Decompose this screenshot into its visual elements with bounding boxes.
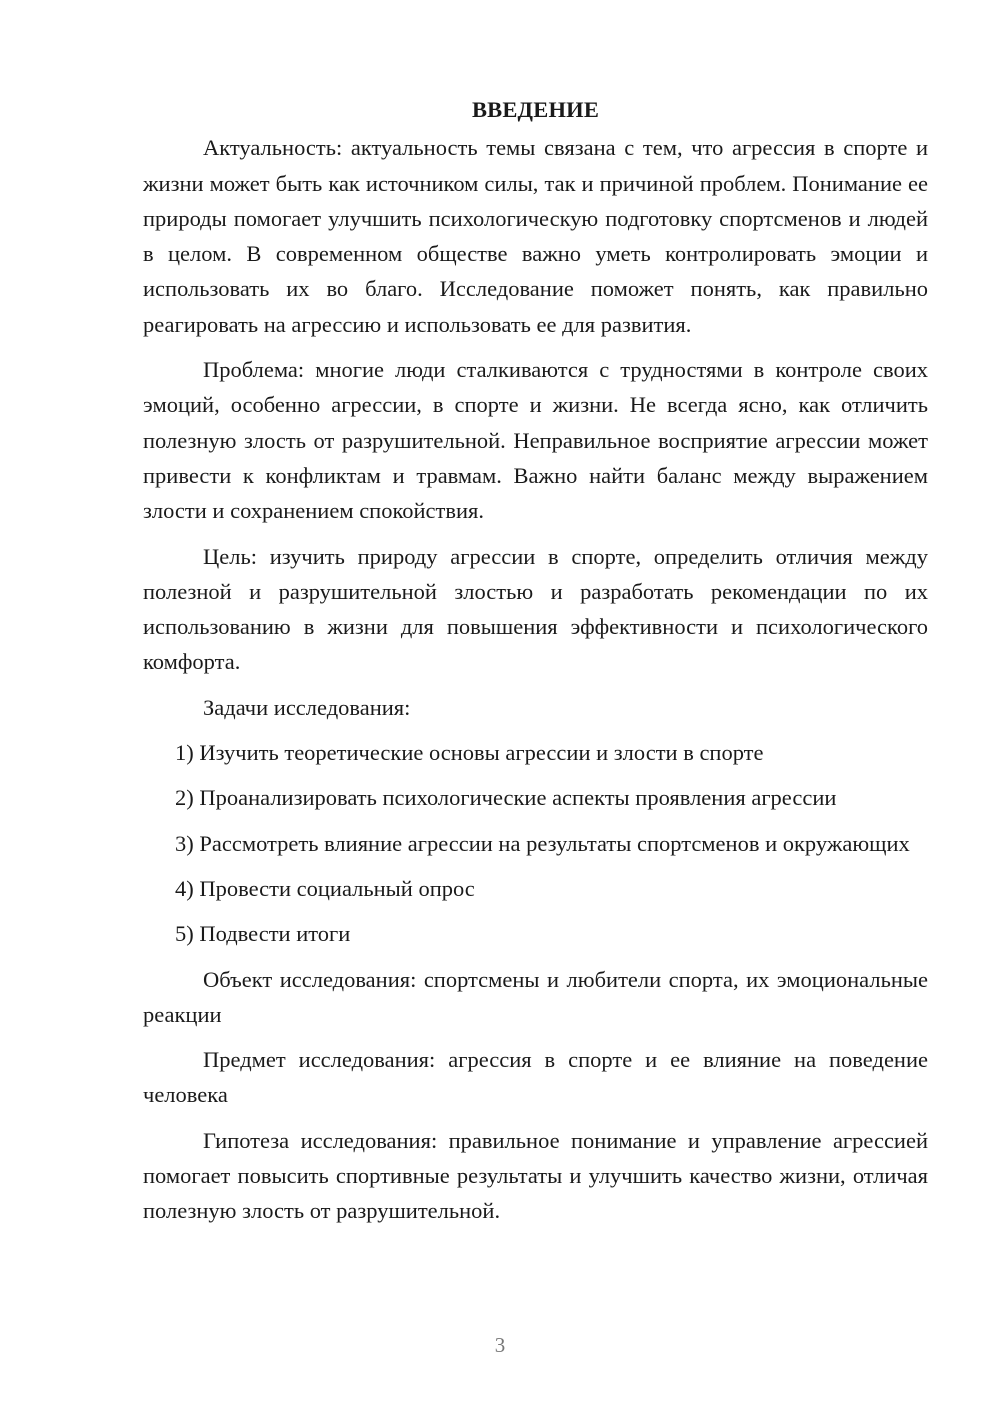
task-item-1: 1) Изучить теоретические основы агрессии и злости в спорте [175, 740, 764, 766]
paragraph-hypothesis: Гипотеза исследования: правильное понимание и управление агрессией помогает повысить спортивные результаты и улучшить качество жизни, отличая полезную злость от разрушительной. [143, 1127, 928, 1224]
task-item-4: 4) Провести социальный опрос [175, 875, 475, 901]
task-item-3: 3) Рассмотреть влияние агрессии на результаты спортсменов и окружающих [175, 830, 910, 856]
paragraph-goal: Цель: изучить природу агрессии в спорте, определить отличия между полезной и разрушительной злостью и разработать рекомендации по их использованию в жизни для повышения эффективности и психологического комфорта. [143, 543, 928, 675]
section-title: ВВЕДЕНИЕ [471, 97, 600, 122]
task-item-2: 2) Проанализировать психологические аспекты проявления агрессии [175, 785, 837, 811]
tasks-heading: Задачи исследования: [203, 694, 411, 720]
paragraph-subject: Предмет исследования: агрессия в спорте и ее влияние на поведение человека [143, 1047, 928, 1108]
page-content [143, 92, 928, 1239]
task-item-5: 5) Подвести итоги [175, 921, 351, 947]
paragraph-relevance: Актуальность: актуальность темы связана с тем, что агрессия в спорте и жизни может быть как источником силы, так и причиной проблем. Понимание ее природы помогает улучшить психологическую подготовку спортсменов и людей в целом. В современном обществе важно уметь контролировать эмоции и использовать их во благо. Исследование поможет понять, как правильно реагировать на агрессию и использовать ее для развития. [143, 135, 928, 337]
paragraph-problem: Проблема: многие люди сталкиваются с трудностями в контроле своих эмоций, особенно агрессии, в спорте и жизни. Не всегда ясно, как отличить полезную злость от разрушительной. Неправильное восприятие агрессии может привести к конфликтам и травмам. Важно найти баланс между выражением злости и сохранением спокойствия. [143, 357, 928, 524]
paragraph-object: Объект исследования: спортсмены и любители спорта, их эмоциональные реакции [143, 966, 928, 1027]
page-number: 3 [494, 1333, 506, 1357]
